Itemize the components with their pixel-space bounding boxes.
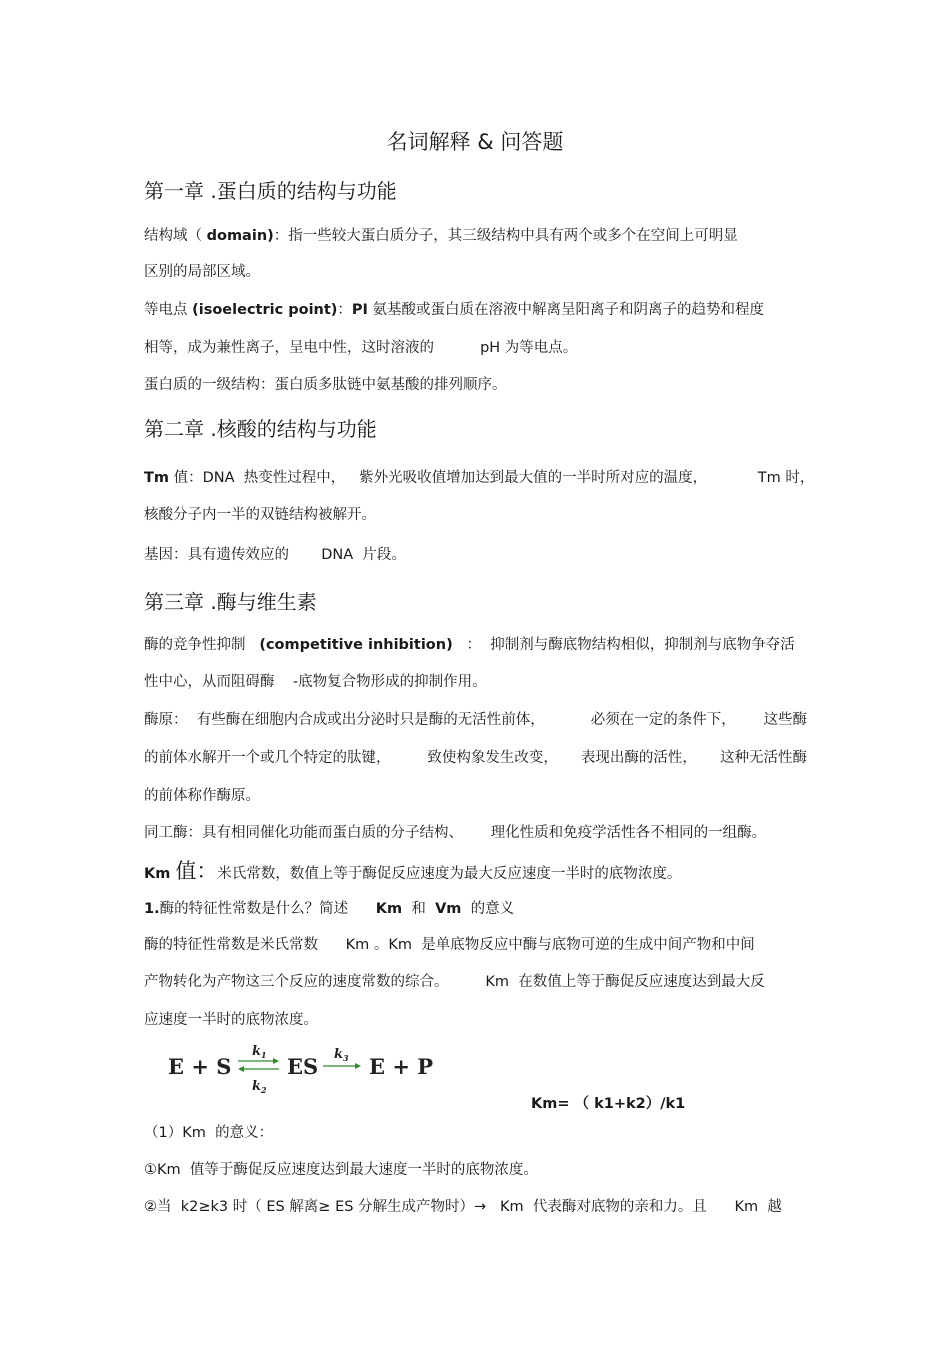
eq-k1-label: $k_1$ (252, 1044, 267, 1060)
zymogen-definition: 酶原： 有些酶在细胞内合成或出分泌时只是酶的无活性前体， 必须在一定的条件下， 这些酶 (144, 712, 807, 728)
domain-definition: 结构域（ domain)：指一些较大蛋白质分子，其三级结构中具有两个或多个在空间上可明显 (144, 228, 738, 244)
chapter1-heading: 第一章 .蛋白质的结构与功能 (144, 179, 397, 203)
answer-line-1: 酶的特征性常数是米氏常数 Km 。Km 是单底物反应中酶与底物可逆的生成中间产物和中间 (144, 937, 755, 953)
competitive-inhibition-cont: 性中心，从而阻碍酶 -底物复合物形成的抑制作用。 (144, 674, 487, 690)
page-title: 名词解释 & 问答题 (386, 130, 564, 154)
eq-e-plus-p: E + P (369, 1054, 434, 1079)
competitive-inhibition-definition: 酶的竞争性抑制 (competitive inhibition) ： 抑制剂与酶底物结构相似，抑制剂与底物争夺活 (144, 637, 795, 653)
gene-definition: 基因：具有遗传效应的 DNA 片段。 (144, 547, 406, 563)
eq-k2-label: $k_2$ (252, 1079, 267, 1095)
answer-line-3: 应速度一半时的底物浓度。 (144, 1012, 318, 1028)
tm-definition: Tm 值：DNA 热变性过程中， 紫外光吸收值增加达到最大值的一半时所对应的温度， Tm 时， (144, 470, 815, 486)
chapter3-heading: 第三章 .酶与维生素 (144, 590, 317, 614)
isoelectric-definition-cont: 相等，成为兼性离子，呈电中性，这时溶液的 pH 为等电点。 (144, 340, 578, 356)
eq-forward-arrowhead (273, 1058, 279, 1064)
km-meaning-1: ①Km 值等于酶促反应速度达到最大速度一半时的底物浓度。 (144, 1162, 538, 1178)
tm-definition-cont: 核酸分子内一半的双链结构被解开。 (144, 507, 376, 523)
km-definition: Km 值：米氏常数，数值上等于酶促反应速度为最大反应速度一半时的底物浓度。 (144, 859, 682, 883)
eq-reverse-arrowhead (238, 1066, 244, 1072)
isoelectric-definition: 等电点 (isoelectric point)：PI 氨基酸或蛋白质在溶液中解离呈阳离子和阴离子的趋势和程度 (144, 302, 765, 318)
enzyme-reaction-equation (163, 1042, 443, 1104)
km-formula: Km= （ k1+k2）/k1 (531, 1096, 686, 1112)
eq-es: ES (287, 1054, 319, 1079)
zymogen-definition-cont1: 的前体水解开一个或几个特定的肽键， 致使构象发生改变， 表现出酶的活性， 这种无活性酶 (144, 750, 807, 766)
eq-k3-label: $k_3$ (334, 1047, 349, 1063)
isozyme-definition: 同工酶：具有相同催化功能而蛋白质的分子结构、 理化性质和免疫学活性各不相同的一组酶。 (144, 825, 767, 841)
question-1: 1.酶的特征性常数是什么？简述 Km 和 Vm 的意义 (144, 901, 515, 917)
km-meaning-heading: （1）Km 的意义： (144, 1125, 274, 1141)
answer-line-2: 产物转化为产物这三个反应的速度常数的综合。 Km 在数值上等于酶促反应速度达到最大反 (144, 974, 765, 990)
zymogen-definition-cont2: 的前体称作酶原。 (144, 788, 260, 804)
eq-e-plus-s: E + S (168, 1054, 232, 1079)
chapter2-heading: 第二章 .核酸的结构与功能 (144, 417, 377, 441)
eq-product-arrowhead (355, 1063, 361, 1069)
domain-definition-cont: 区别的局部区域。 (144, 264, 260, 280)
primary-structure-definition: 蛋白质的一级结构：蛋白质多肽链中氨基酸的排列顺序。 (144, 377, 507, 393)
km-meaning-2: ②当 k2≥k3 时（ ES 解离≥ ES 分解生成产物时）→ Km 代表酶对底物的亲和力。且 Km 越 (144, 1199, 782, 1215)
